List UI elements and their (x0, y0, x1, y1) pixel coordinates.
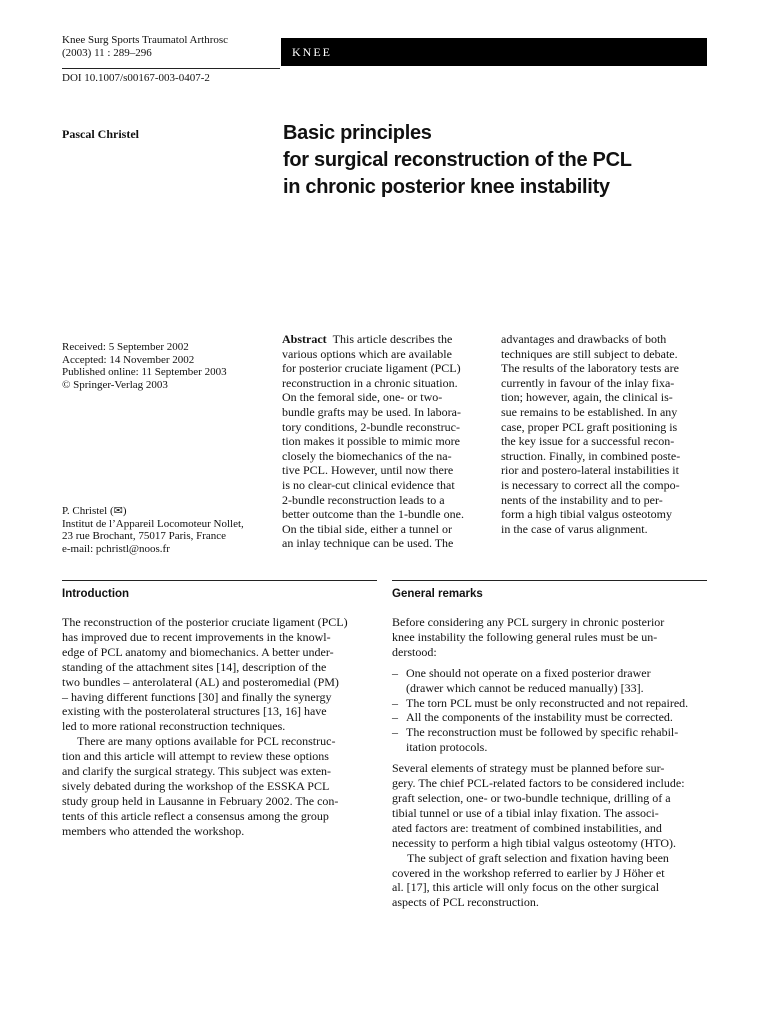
doi: DOI 10.1007/s00167-003-0407-2 (62, 72, 210, 84)
paragraph-line: Before considering any PCL surgery in chronic posterior (392, 615, 665, 629)
general-remarks-body (392, 615, 688, 910)
bullet-dash: – (392, 695, 398, 710)
abstract-line: various options which are available (282, 346, 452, 361)
abstract-line: sue remains to be established. In any (501, 404, 678, 419)
journal-volume: (2003) 11 : 289–296 (62, 47, 152, 59)
section-banner: KNEE (281, 38, 707, 66)
abstract-line: bundle grafts may be used. In labora- (282, 404, 461, 419)
paragraph-line: members who attended the workshop. (62, 823, 245, 838)
bullet-item: – The torn PCL must be only reconstructed and not repaired. (392, 695, 689, 710)
abstract-line: case, proper PCL graft positioning is (501, 419, 678, 434)
abstract-column-2 (501, 332, 680, 536)
abstract-line: tive PCL. However, until now there (282, 463, 454, 478)
paragraph-line: Several elements of strategy must be planned before sur- (392, 761, 665, 776)
abstract-line: currently in favour of the inlay fixa- (501, 375, 675, 390)
abstract-line: tory conditions, 2-bundle reconstruc- (282, 419, 460, 434)
paragraph-line: knee instability the following general rules must be un- (392, 629, 658, 644)
header-divider (62, 68, 280, 69)
abstract-line: better outcome than the 1-bundle one. (282, 507, 464, 522)
abstract-line: the key issue for a successful recon- (501, 434, 675, 449)
bullet-item: – All the components of the instability must be corrected. (392, 710, 673, 725)
paper-title (283, 120, 713, 201)
paragraph-line: study group held in Lausanne in February 2002. The con- (62, 793, 339, 808)
abstract-line: 2-bundle reconstruction leads to a (282, 492, 445, 507)
date-accepted: Accepted: 14 November 2002 (62, 353, 195, 366)
address-institute: Institut de l’Appareil Locomoteur Nollet, (62, 517, 244, 530)
bullet-dash: – (392, 725, 398, 740)
bullet-dash: – (392, 665, 398, 680)
abstract-line: rior and postero-lateral instabilities it (501, 463, 679, 478)
abstract-line: for posterior cruciate ligament (PCL) (282, 361, 461, 376)
abstract-line: in the case of varus alignment. (501, 521, 648, 536)
paragraph-line: – having different functions [30] and finally the synergy (62, 689, 332, 704)
paragraph-line: tibial tunnel or use of a tibial inlay fixation. The associ- (392, 805, 659, 820)
abstract-line: is necessary to correct all the compo- (501, 477, 680, 492)
publication-dates (62, 341, 227, 391)
introduction-heading: Introduction (62, 588, 130, 600)
introduction-body (62, 615, 348, 839)
abstract-line: The results of the laboratory tests are (501, 361, 679, 376)
paragraph-line: gery. The chief PCL-related factors to be considered include: (392, 776, 685, 791)
paragraph-line: aspects of PCL reconstruction. (392, 895, 539, 910)
bullet-dash: – (392, 710, 398, 725)
paragraph-line: edge of PCL anatomy and biomechanics. A better under- (62, 644, 334, 659)
title-line: for surgical reconstruction of the PCL (283, 149, 632, 171)
paragraph-line: existing with the posterolateral structures [13, 16] have (62, 704, 327, 719)
paragraph-line: tion and this article will attempt to review these options (62, 749, 329, 764)
title-line: in chronic posterior knee instability (283, 176, 610, 198)
abstract-line: This article describes the (332, 332, 453, 346)
paragraph-line: The reconstruction of the posterior cruciate ligament (PCL) (62, 615, 348, 629)
abstract-line: is no clear-cut clinical evidence that (282, 477, 455, 492)
abstract-line: reconstruction in a chronic situation. (282, 375, 458, 390)
paragraph-line: There are many options available for PCL reconstruc- (77, 734, 336, 749)
abstract-label: Abstract (282, 332, 327, 346)
bullet-item: itation protocols. (406, 740, 488, 755)
abstract-line: form a high tibial valgus osteotomy (501, 507, 672, 522)
general-remarks-heading: General remarks (392, 588, 483, 600)
abstract-line: On the femoral side, one- or two- (282, 390, 443, 405)
abstract-line: nents of the instability and to per- (501, 492, 663, 507)
bullet-item: – The reconstruction must be followed by specific rehabil- (392, 725, 679, 740)
copyright: © Springer-Verlag 2003 (62, 378, 168, 391)
paragraph-line: two bundles – anterolateral (AL) and posteromedial (PM) (62, 674, 339, 689)
address-email: e-mail: pchristl@noos.fr (62, 542, 170, 555)
title-line: Basic principles (283, 122, 432, 144)
paragraph-line: The subject of graft selection and fixation having been (407, 850, 669, 865)
bullet-item: (drawer which cannot be reduced manually) [33]. (406, 680, 644, 695)
date-received: Received: 5 September 2002 (62, 341, 189, 353)
section-divider (62, 580, 377, 581)
author-address (62, 505, 244, 555)
journal-name: Knee Surg Sports Traumatol Arthrosc (62, 34, 229, 46)
paragraph-line: ated factors are: treatment of combined instabilities, and (392, 820, 662, 835)
paragraph-line: covered in the workshop referred to earlier by J Höher et (392, 865, 665, 880)
abstract-column-1 (282, 332, 464, 551)
date-published: Published online: 11 September 2003 (62, 366, 227, 378)
abstract-line: struction. Finally, in combined poste- (501, 448, 681, 463)
paragraph-line: and clarify the surgical strategy. This subject was exten- (62, 764, 332, 779)
address-name: P. Christel (✉) (62, 505, 127, 517)
paragraph-line: al. [17], this article will only focus on the other surgical (392, 880, 660, 895)
abstract-line: tion; however, again, the clinical is- (501, 390, 673, 405)
paragraph-line: tents of this article reflect a consensus among the group (62, 808, 329, 823)
abstract-line: On the tibial side, either a tunnel or (282, 521, 452, 536)
author-name: Pascal Christel (62, 127, 139, 141)
abstract-line: advantages and drawbacks of both (501, 332, 667, 346)
abstract-line: techniques are still subject to debate. (501, 346, 678, 361)
paragraph-line: sively debated during the workshop of the ESSKA PCL (62, 778, 330, 793)
address-street: 23 rue Brochant, 75017 Paris, France (62, 530, 227, 542)
paragraph-line: has improved due to recent improvements in the knowl- (62, 629, 331, 644)
paragraph-line: graft selection, one- or two-bundle technique, drilling of a (392, 790, 671, 805)
journal-citation (62, 34, 228, 60)
abstract-line: tion makes it possible to mimic more (282, 434, 460, 449)
abstract-line: closely the biomechanics of the na- (282, 448, 452, 463)
abstract-line: an inlay technique can be used. The (282, 536, 454, 551)
paragraph-line: derstood: (392, 644, 437, 659)
paragraph-line: led to more rational reconstruction techniques. (62, 719, 286, 734)
section-divider (392, 580, 707, 581)
bullet-item: – One should not operate on a fixed posterior drawer (392, 665, 651, 680)
paragraph-line: standing of the attachment sites [14], description of the (62, 659, 327, 674)
paragraph-line: necessity to perform a high tibial valgus osteotomy (HTO). (392, 835, 677, 850)
